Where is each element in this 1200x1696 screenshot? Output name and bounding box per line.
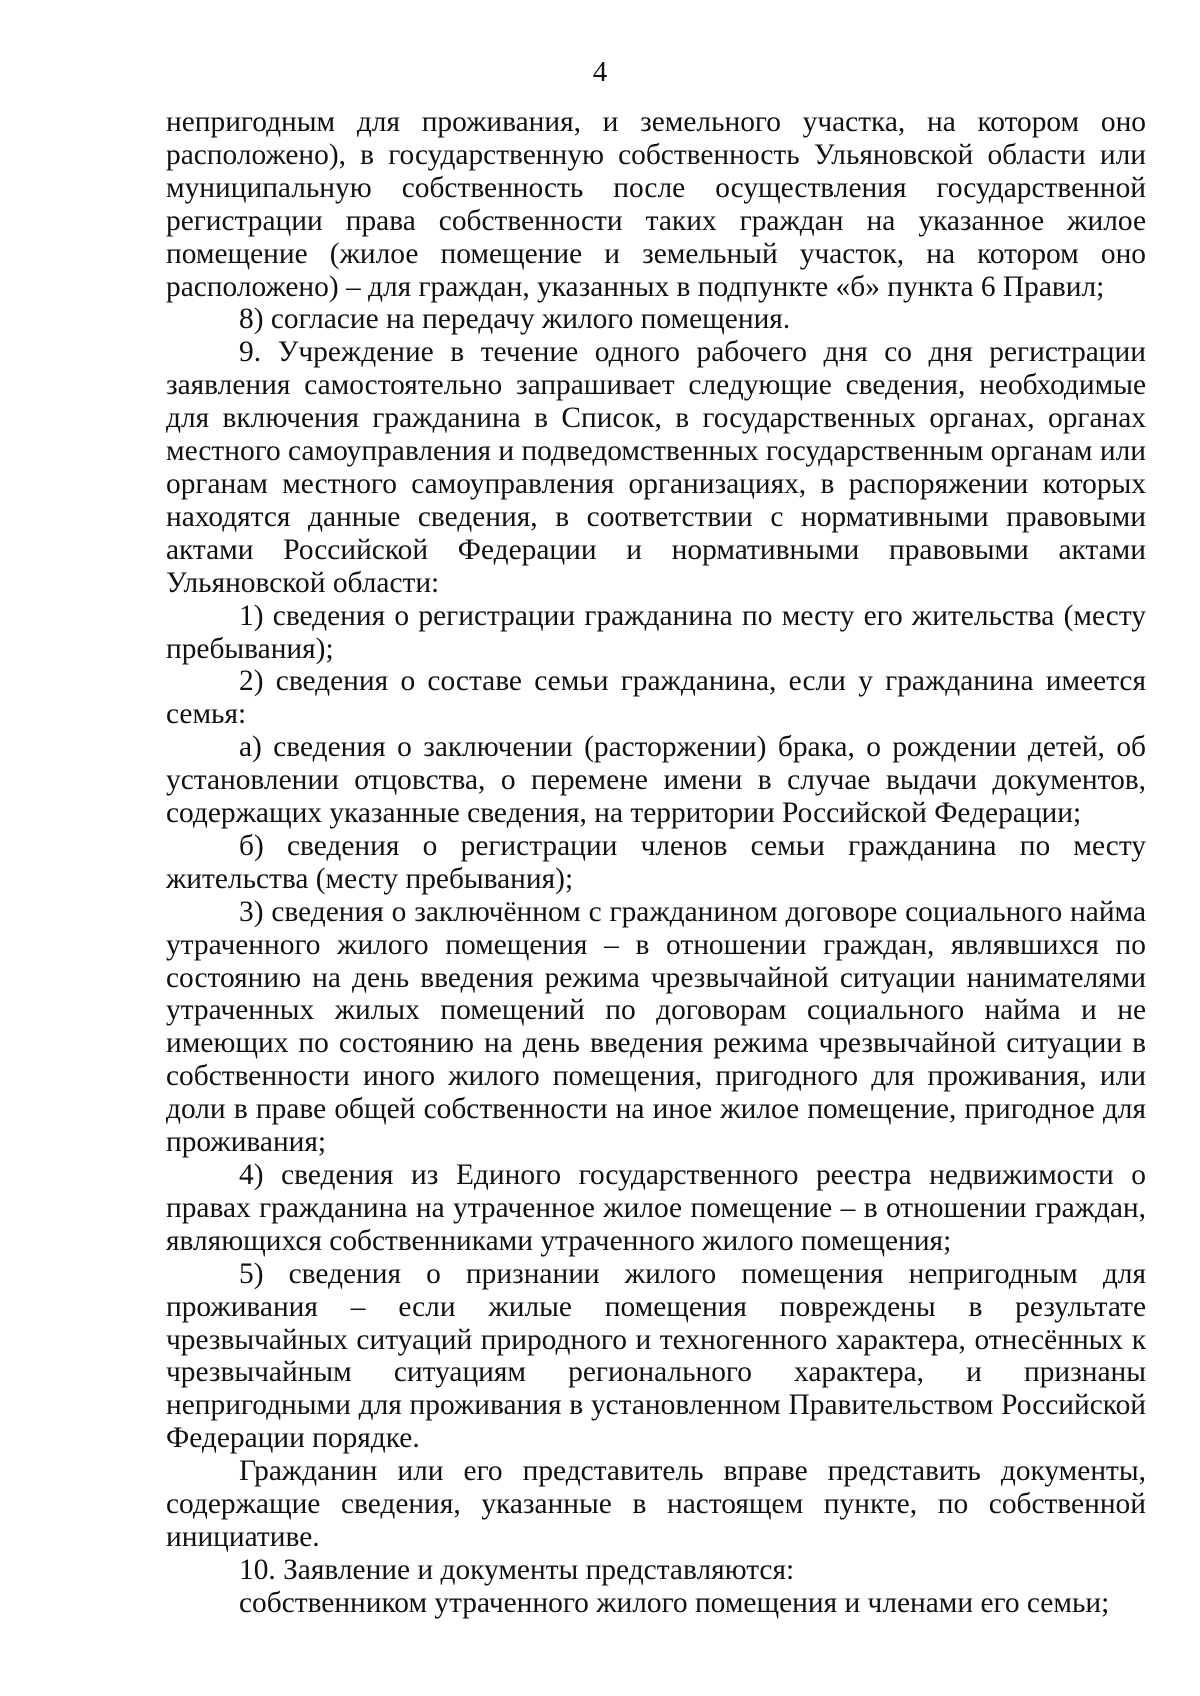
paragraph-item-4: 4) сведения из Единого государственного реестра недвижимости о правах гражданина на утраченное жилое помещение – в отношении граждан, являющихся собственниками утраченного жилого помещения; — [166, 1159, 1146, 1257]
paragraph-clause-10: 10. Заявление и документы представляются: — [239, 1553, 795, 1586]
paragraph-item-8: 8) согласие на передачу жилого помещения. — [239, 303, 791, 336]
paragraph-subitem-b: б) сведения о регистрации членов семьи гражданина по месту жительства (месту пребывания); — [166, 829, 1146, 895]
paragraph-item-5: 5) сведения о признании жилого помещения непригодным для проживания – если жилые помещения повреждены в результате чрезвычайных ситуаций природного и техногенного характера, отнесённых к чрезвычайным ситуациям регионального характера, и признаны непригодными для проживания в установленном Правительством Российской Федерации порядке. — [166, 1257, 1146, 1455]
document-body — [166, 106, 1146, 1620]
paragraph-initiative: Гражданин или его представитель вправе представить документы, содержащие сведения, указанные в настоящем пункте, по собственной инициативе. — [166, 1455, 1146, 1553]
paragraph-item-1: 1) сведения о регистрации гражданина по месту его жительства (месту пребывания); — [166, 599, 1146, 665]
paragraph-item-2: 2) сведения о составе семьи гражданина, если у гражданина имеется семья: — [166, 665, 1146, 731]
paragraph-continuation: непригодным для проживания, и земельного участка, на котором оно расположено), в государственную собственность Ульяновской области или муниципальную собственность после осуществления государственной регистрации права собственности таких граждан на указанное жилое помещение (жилое помещение и земельный участок, на котором оно расположено) – для граждан, указанных в подпункте «б» пункта 6 Правил; — [166, 106, 1146, 303]
paragraph-clause-9: 9. Учреждение в течение одного рабочего дня со дня регистрации заявления самостоятельно запрашивает следующие сведения, необходимые для включения гражданина в Список, в государственных органах, органах местного самоуправления и подведомственных государственным органам или органам местного самоуправления организациях, в распоряжении которых находятся данные сведения, в соответствии с нормативными правовыми актами Российской Федерации и нормативными правовыми актами Ульяновской области: — [166, 336, 1146, 599]
page-number: 4 — [592, 56, 608, 88]
paragraph-subitem-a: а) сведения о заключении (расторжении) брака, о рождении детей, об установлении отцовства, о перемене имени в случае выдачи документов, содержащих указанные сведения, на территории Российской Федерации; — [166, 731, 1146, 830]
paragraph-item-3: 3) сведения о заключённом с гражданином договоре социального найма утраченного жилого помещения – в отношении граждан, являвшихся по состоянию на день введения режима чрезвычайной ситуации нанимателями утраченных жилых помещений по договорам социального найма и не имеющих по состоянию на день введения режима чрезвычайной ситуации в собственности иного жилого помещения, пригодного для проживания, или доли в праве общей собственности на иное жилое помещение, пригодное для проживания; — [166, 895, 1146, 1159]
paragraph-owner: собственником утраченного жилого помещения и членами его семьи; — [239, 1586, 1110, 1619]
